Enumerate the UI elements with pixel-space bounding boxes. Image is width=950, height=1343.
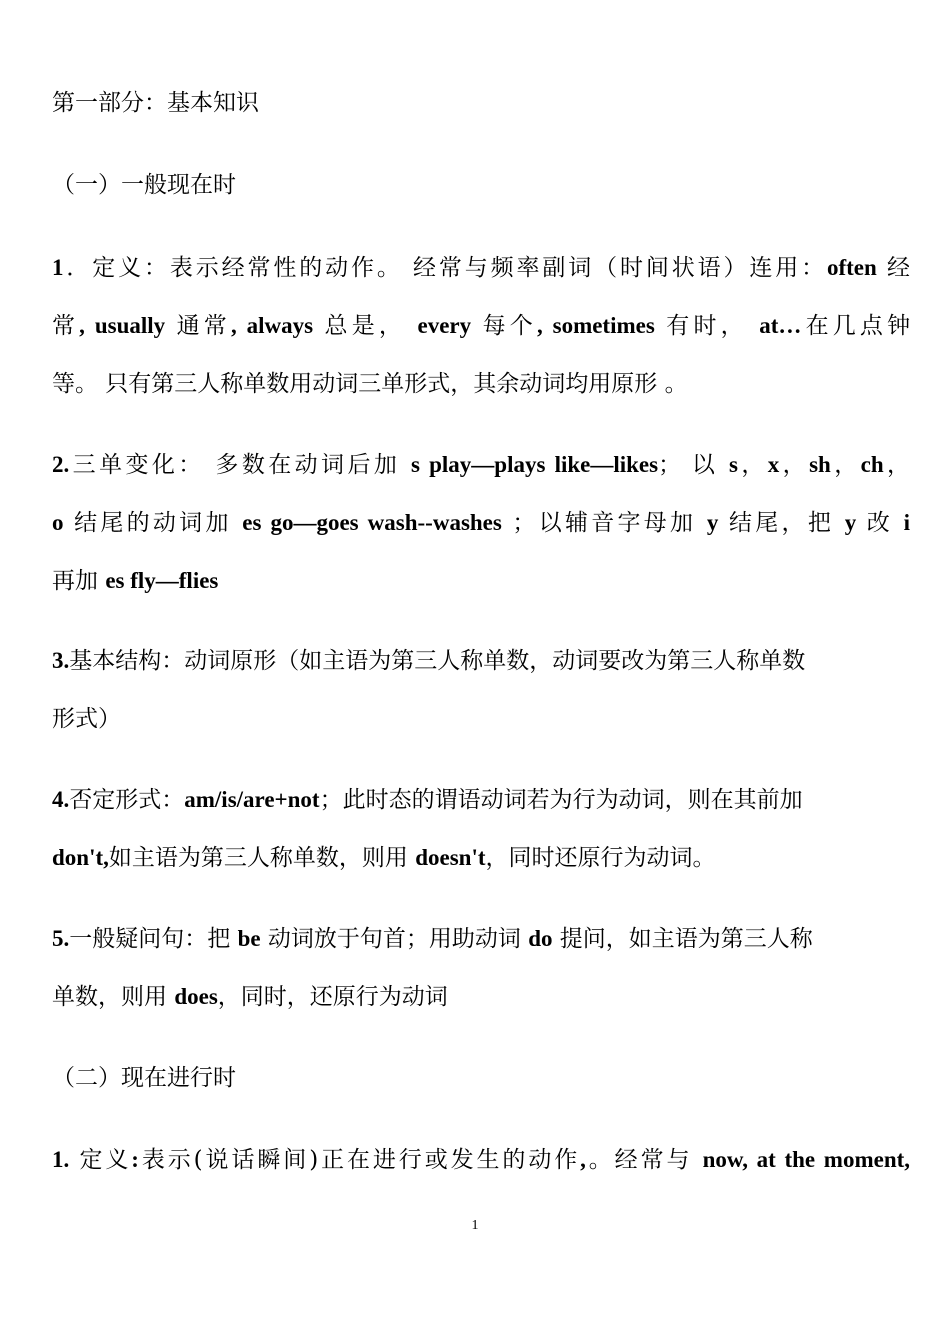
bold-text: am/is/are+not (184, 787, 320, 812)
paragraph-line (52, 704, 910, 734)
text-run: ．定义：表示经常性的动作。 经常与频率副词（时间状语）连用： (63, 255, 827, 281)
bold-text: es go—goes wash--washes (242, 510, 502, 535)
text-run: ，同时还原行为动词。 (485, 845, 716, 871)
text-run: 常 (52, 313, 80, 339)
text-run: 结尾，把 (718, 510, 845, 536)
part-title: 第一部分：基本知识 (52, 90, 259, 116)
bold-text: now, at the moment, (702, 1147, 910, 1172)
text-run: 等。 只有第三人称单数用动词三单形式，其余动词均用原形 。 (52, 371, 688, 397)
text-run: 总是， (313, 313, 418, 339)
text-run: 结尾的动词加 (63, 510, 243, 536)
text-run: ( (193, 1147, 203, 1173)
bold-text: 3. (52, 648, 70, 673)
text-run: ， (830, 452, 861, 478)
text-run: 如主语为第三人称单数，则用 (108, 845, 416, 871)
bold-text: 1 (52, 255, 64, 280)
paragraph-line (52, 508, 910, 538)
paragraph-line (52, 1145, 910, 1175)
text-run: ；此时态的谓语动词若为行为动词，则在其前加 (319, 787, 803, 813)
text-run: 否定形式： (69, 787, 185, 813)
bold-text: 2. (52, 452, 70, 477)
text-run: ； 以 (658, 452, 729, 478)
text-run: 再加 (52, 568, 106, 594)
text-run: 表示 (138, 1147, 194, 1173)
text-run: 单数，则用 (52, 984, 175, 1010)
bold-text: o (52, 510, 64, 535)
bold-text: at… (759, 313, 802, 338)
bold-text: y (706, 510, 719, 535)
bold-text: s (728, 452, 738, 477)
text-run: 一般疑问句：把 (69, 926, 238, 952)
paragraph-line (52, 253, 910, 283)
text-run: 。经常与 (585, 1147, 703, 1173)
bold-text: every (417, 313, 472, 338)
text-run: 在几点钟 (801, 313, 910, 339)
text-run: ， (737, 452, 768, 478)
paragraph-line (52, 369, 910, 399)
text-run: 经 (876, 255, 910, 281)
bold-text: ch (860, 452, 884, 477)
paragraph-line (52, 566, 910, 596)
text-run: ) (309, 1147, 319, 1173)
section-heading: （一）一般现在时 (52, 172, 236, 198)
bold-text: , (580, 1147, 586, 1172)
text-run: 说话瞬间 (202, 1147, 310, 1173)
text-run: 动词放于句首；用助动词 (260, 926, 529, 952)
text-run: 正在进行或发生的动作 (318, 1147, 581, 1173)
bold-text: , usually (79, 313, 166, 338)
text-run: 基本结构：动词原形（如主语为第三人称单数，动词要改为第三人称单数 (69, 648, 806, 674)
text-run: 提问，如主语为第三人称 (552, 926, 813, 952)
bold-text: s play—plays like—likes (411, 452, 659, 477)
bold-text: : (131, 1147, 139, 1172)
bold-text: x (767, 452, 780, 477)
bold-text: do (528, 926, 553, 951)
bold-text: , always (230, 313, 314, 338)
bold-text: don't, (52, 845, 109, 870)
bold-text: sh (809, 452, 831, 477)
text-run: 三单变化： 多数在动词后加 (69, 452, 411, 478)
bold-text: doesn't (415, 845, 486, 870)
text-run: ， (883, 452, 910, 478)
text-run: ；以辅音字母加 (501, 510, 707, 536)
page-number: 1 (471, 1218, 479, 1233)
text-run: ， (779, 452, 810, 478)
bold-text: 5. (52, 926, 70, 951)
paragraph-line (52, 646, 910, 676)
bold-text: does (174, 984, 218, 1009)
text-run: 定义 (69, 1147, 132, 1173)
paragraph-line (52, 311, 910, 341)
text-run: ，同时，还原行为动词 (217, 984, 448, 1010)
bold-text: es fly—flies (105, 568, 219, 593)
bold-text: 1. (52, 1147, 70, 1172)
paragraph-line (52, 785, 910, 815)
bold-text: 4. (52, 787, 70, 812)
text-run: 通常 (165, 313, 231, 339)
bold-text: , sometimes (536, 313, 655, 338)
bold-text: i (903, 510, 910, 535)
bold-text: be (237, 926, 261, 951)
bold-text: often (826, 255, 877, 280)
text-run: 形式） (52, 706, 121, 732)
text-run: 改 (856, 510, 904, 536)
paragraph-line (52, 843, 910, 873)
paragraph-line (52, 982, 910, 1012)
section-heading: （二）现在进行时 (52, 1065, 236, 1091)
bold-text: y (844, 510, 857, 535)
paragraph-line (52, 450, 910, 480)
text-run: 有时， (654, 313, 760, 339)
text-run: 每个 (471, 313, 537, 339)
paragraph-line (52, 924, 910, 954)
